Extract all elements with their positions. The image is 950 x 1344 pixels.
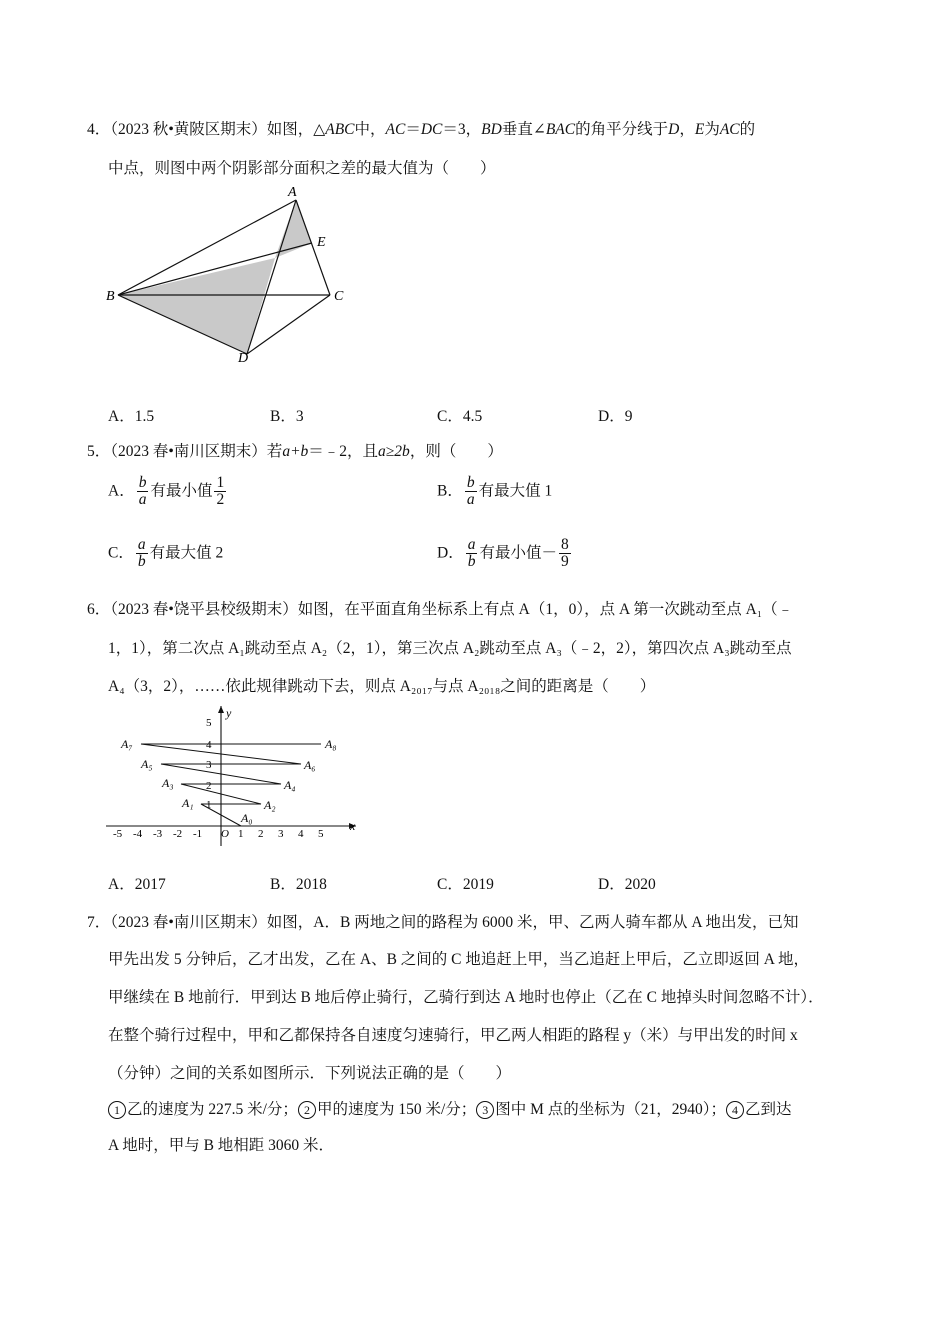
- q4-option-a[interactable]: A．1.5: [108, 408, 155, 425]
- q4-var: BD: [481, 121, 502, 138]
- fraction: [136, 537, 148, 571]
- x-tick: 4: [298, 828, 304, 840]
- q6-option-d[interactable]: D．2020: [598, 876, 656, 893]
- q4-var: DC: [420, 121, 443, 138]
- option-text: 有最大值 2: [149, 544, 224, 562]
- point-label: A₅: [141, 757, 153, 771]
- denominator: a: [138, 491, 147, 509]
- label-E: E: [317, 235, 326, 250]
- numerator: a: [137, 536, 146, 553]
- x-tick: -5: [113, 828, 123, 840]
- y-tick: 4: [206, 739, 212, 751]
- circled-number: 1: [108, 1101, 126, 1119]
- numerator: b: [138, 474, 147, 491]
- q5-option-c[interactable]: [108, 537, 223, 571]
- point-label: A₇: [121, 737, 133, 751]
- q5-option-b[interactable]: [437, 475, 552, 509]
- x-tick: 5: [318, 828, 324, 840]
- numerator: 1: [216, 474, 225, 491]
- label-D: D: [238, 351, 249, 366]
- q4-option-c[interactable]: C．4.5: [437, 408, 483, 425]
- q4-text: ＝3，: [442, 121, 482, 138]
- q4-text: 的角平分线于: [575, 121, 669, 138]
- q5-option-a[interactable]: [108, 475, 228, 509]
- q6-line1: 6．（2023 春•饶平县校级期末）如图，在平面直角坐标系上有点 A（1，0），点 A 第一次跳动至点 A₁（﹣: [87, 601, 794, 618]
- q4-text: 4．（2023 秋•黄陂区期末）如图，△: [87, 121, 326, 138]
- denominator: 9: [560, 553, 569, 571]
- q4-text: 垂直∠: [501, 121, 546, 138]
- point-label: A₃: [162, 776, 174, 790]
- numerator: 8: [560, 536, 569, 553]
- x-tick: -1: [193, 828, 203, 840]
- circled-number: 4: [726, 1101, 744, 1119]
- denominator: 2: [216, 491, 225, 509]
- point-label: A₂: [264, 798, 276, 812]
- statement-2: 甲的速度为 150 米/分；: [316, 1101, 477, 1118]
- q5-text: ，则（ ）: [409, 443, 503, 460]
- statement-3: 图中 M 点的坐标为（21，2940）；: [495, 1101, 727, 1118]
- x-tick: 1: [238, 828, 244, 840]
- q5-text: 5．（2023 春•南川区期末）若: [87, 443, 283, 460]
- option-text: 有最小值－: [479, 544, 557, 562]
- q7-line5: （分钟）之间的关系如图所示．下列说法正确的是（ ）: [108, 1065, 512, 1082]
- q7-line7: A 地时，甲与 B 地相距 3060 米．: [108, 1137, 335, 1154]
- q4-option-b[interactable]: B．3: [270, 408, 304, 425]
- q4-line1: [87, 117, 755, 139]
- option-text: 有最大值 1: [478, 482, 553, 500]
- q4-var: E: [694, 121, 705, 138]
- q4-line2: 中点，则图中两个阴影部分面积之差的最大值为（ ）: [108, 160, 496, 177]
- y-axis-label: y: [226, 706, 232, 720]
- option-label: A．: [108, 482, 135, 500]
- denominator: b: [467, 553, 476, 571]
- option-label: B．: [437, 482, 463, 500]
- q4-var: BAC: [545, 121, 576, 138]
- q4-var: AC: [719, 121, 740, 138]
- q5-stem: [87, 439, 503, 461]
- q7-line4: 在整个骑行过程中，甲和乙都保持各自速度匀速骑行，甲乙两人相距的路程 y（米）与甲出发的时间 x: [108, 1027, 798, 1044]
- fraction: [466, 537, 478, 571]
- q6-option-c[interactable]: C．2019: [437, 876, 494, 893]
- q4-text: 的: [739, 121, 756, 138]
- point-label: A₀: [241, 811, 253, 825]
- label-C: C: [334, 289, 344, 304]
- x-tick: -2: [173, 828, 183, 840]
- q7-statements: [108, 1097, 792, 1119]
- option-label: C．: [108, 544, 134, 562]
- numerator: a: [467, 536, 476, 553]
- x-tick: -4: [133, 828, 143, 840]
- numerator: b: [466, 474, 475, 491]
- q6-option-b[interactable]: B．2018: [270, 876, 327, 893]
- q4-var: AC: [385, 121, 406, 138]
- fraction: [559, 537, 571, 571]
- x-axis-label: x: [350, 819, 356, 833]
- q7-line3: 甲继续在 B 地前行．甲到达 B 地后停止骑行，乙骑行到达 A 地时也停止（乙在 C 地掉头时间忽略不计）．: [108, 989, 824, 1006]
- x-tick: -3: [153, 828, 163, 840]
- point-label: A₁: [182, 796, 194, 810]
- q7-line1: 7．（2023 春•南川区期末）如图，A．B 两地之间的路程为 6000 米，甲、乙两人骑车都从 A 地出发，已知: [87, 914, 799, 931]
- x-tick: 2: [258, 828, 264, 840]
- option-label: D．: [437, 544, 464, 562]
- label-A: A: [288, 185, 297, 200]
- q6-option-a[interactable]: A．2017: [108, 876, 166, 893]
- q7-line2: 甲先出发 5 分钟后，乙才出发，乙在 A、B 之间的 C 地追赶上甲，当乙追赶上甲后，乙立即返回 A 地，: [108, 951, 809, 968]
- fraction: [137, 475, 149, 509]
- point-label: A₄: [284, 778, 296, 792]
- option-text: 有最小值: [150, 482, 213, 500]
- q6-line2: 1，1），第二次点 A₁跳动至点 A₂（2，1），第三次点 A₂跳动至点 A₃（﹣2，2），第四次点 A₃跳动至点: [108, 640, 792, 657]
- q5-text: ＝﹣2，且: [308, 443, 379, 460]
- fraction: [465, 475, 477, 509]
- q4-text: 为: [704, 121, 720, 138]
- q4-figure: [100, 180, 360, 370]
- q4-text: ＝: [405, 121, 421, 138]
- statement-4: 乙到达: [745, 1101, 792, 1118]
- y-tick: 2: [206, 780, 212, 792]
- x-tick: O: [221, 828, 229, 840]
- label-B: B: [106, 289, 115, 304]
- denominator: b: [137, 553, 146, 571]
- fraction: [214, 475, 226, 509]
- q5-var: a+b: [282, 443, 309, 460]
- q5-option-d[interactable]: [437, 537, 573, 571]
- q6-coordinate-figure: [104, 700, 366, 852]
- q4-text: ，: [679, 121, 695, 138]
- y-tick: 1: [206, 799, 212, 811]
- point-label: A₆: [304, 758, 316, 772]
- x-tick: 3: [278, 828, 284, 840]
- circled-number: 3: [476, 1101, 494, 1119]
- circled-number: 2: [298, 1101, 316, 1119]
- q4-var: ABC: [325, 121, 355, 138]
- q4-text: 中，: [354, 121, 386, 138]
- y-tick: 3: [206, 759, 212, 771]
- q4-option-d[interactable]: D．9: [598, 408, 633, 425]
- denominator: a: [466, 491, 475, 509]
- q4-var: D: [668, 121, 680, 138]
- y-tick: 5: [206, 717, 212, 729]
- q5-var: a≥2b: [378, 443, 410, 460]
- point-label: A₈: [325, 737, 337, 751]
- statement-1: 乙的速度为 227.5 米/分；: [127, 1101, 298, 1118]
- q6-line3: A₄（3，2），……依此规律跳动下去，则点 A₂₀₁₇与点 A₂₀₁₈之间的距离是（ ）: [108, 678, 656, 695]
